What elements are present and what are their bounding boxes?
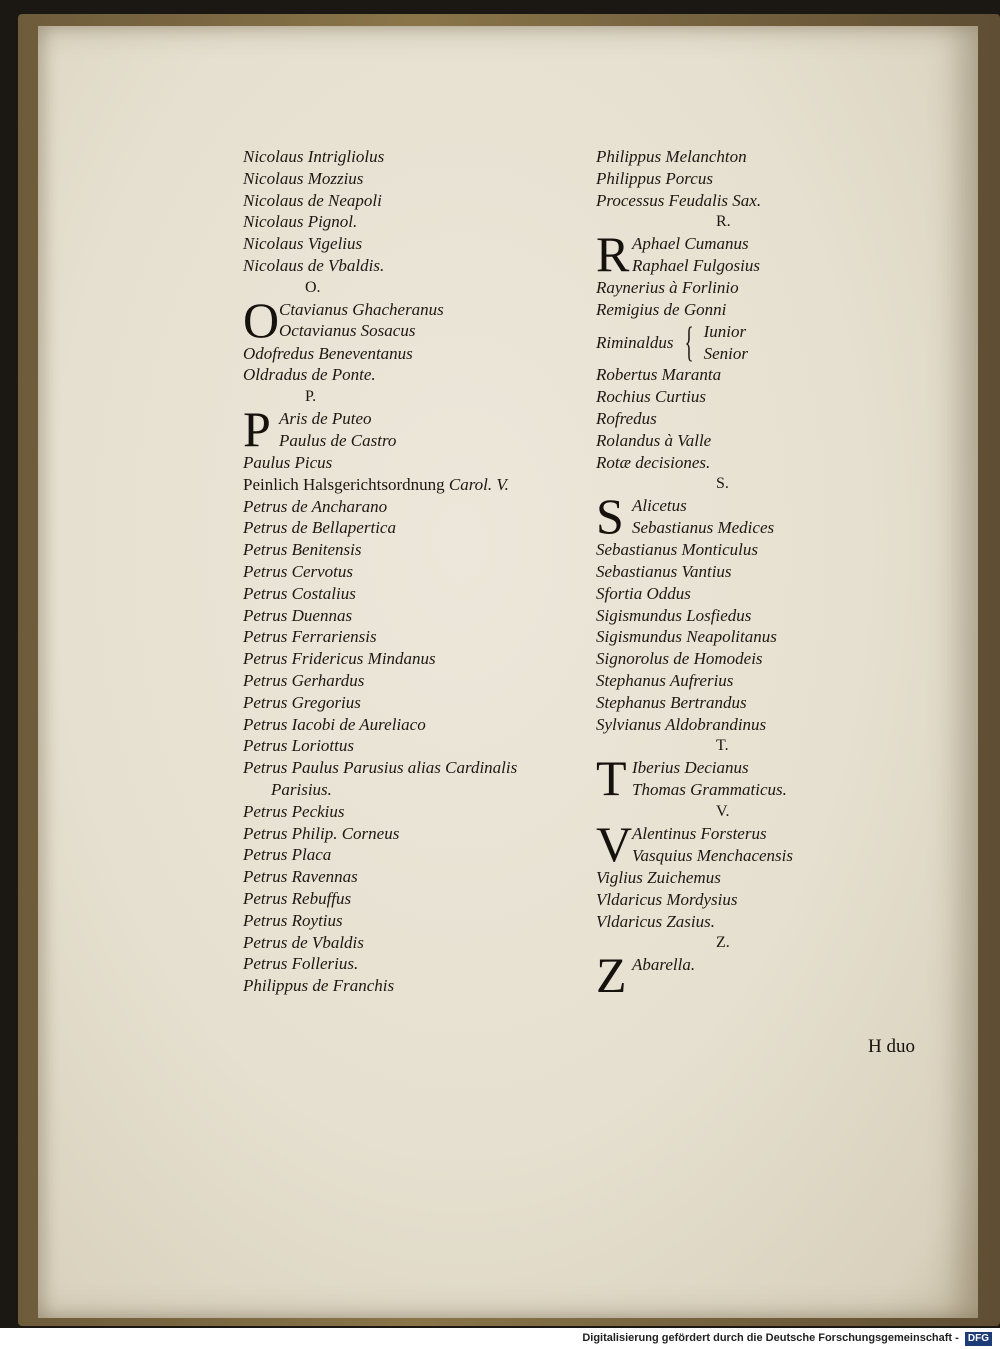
catchword: H duo bbox=[868, 1036, 915, 1057]
index-entry: Nicolaus Mozzius bbox=[243, 168, 364, 188]
index-entry: Raynerius à Forlinio bbox=[596, 278, 739, 298]
initial-block bbox=[596, 823, 896, 867]
brace-option: Senior bbox=[703, 343, 749, 363]
digitization-footer bbox=[0, 1328, 1000, 1349]
index-entry: Petrus Duennas bbox=[243, 605, 353, 625]
section-letter-heading: V. bbox=[716, 803, 730, 821]
index-entry: Petrus Placa bbox=[243, 845, 332, 865]
index-entry: Petrus Loriottus bbox=[243, 736, 354, 756]
index-entry: Alicetus bbox=[632, 496, 687, 516]
index-entry: Petrus Paulus Parusius alias Cardinalis bbox=[243, 758, 518, 778]
index-entry-braced bbox=[596, 321, 896, 365]
index-entry: Petrus Peckius bbox=[243, 801, 345, 821]
index-entry: Petrus Ferrariensis bbox=[243, 627, 377, 647]
initial-block bbox=[596, 757, 896, 801]
index-entry: Petrus de Ancharano bbox=[243, 496, 388, 516]
index-entry: Petrus Rebuffus bbox=[243, 888, 352, 908]
index-entry: Processus Feudalis Sax. bbox=[596, 190, 762, 210]
index-entry: Parisius. bbox=[271, 779, 332, 799]
index-entry: Petrus de Bellapertica bbox=[243, 518, 396, 538]
index-entry: Sylvianus Aldobrandinus bbox=[596, 714, 767, 734]
drop-cap: V bbox=[596, 822, 633, 867]
drop-cap: T bbox=[596, 757, 627, 802]
index-entry: Aris de Puteo bbox=[279, 408, 372, 428]
entry-name: Riminaldus bbox=[596, 332, 674, 352]
index-entry: Paulus Picus bbox=[243, 452, 333, 472]
index-entry: Petrus Philip. Corneus bbox=[243, 823, 400, 843]
index-entry: Petrus Ravennas bbox=[243, 867, 358, 887]
index-entry: Nicolaus Pignol. bbox=[243, 212, 358, 232]
index-entry: Rofredus bbox=[596, 408, 657, 428]
index-entry: Nicolaus Intrigliolus bbox=[243, 147, 385, 166]
section-letter-heading: R. bbox=[716, 213, 731, 231]
index-entry: Octavianus Sosacus bbox=[279, 321, 416, 341]
section-letter-heading: O. bbox=[305, 278, 321, 296]
index-entry: Vldaricus Mordysius bbox=[596, 889, 738, 909]
index-entry: Petrus Benitensis bbox=[243, 540, 362, 560]
brace-symbol: { bbox=[685, 319, 695, 366]
index-entry: Philippus Melanchton bbox=[596, 147, 747, 166]
drop-cap: P bbox=[243, 407, 271, 452]
index-entry: Stephanus Bertrandus bbox=[596, 692, 747, 712]
brace-options bbox=[704, 321, 748, 365]
index-entry: Oldradus de Ponte. bbox=[243, 365, 376, 385]
initial-block bbox=[596, 495, 896, 539]
index-entry: Iberius Decianus bbox=[632, 758, 749, 778]
drop-cap: Z bbox=[596, 954, 627, 995]
footer-text: Digitalisierung gefördert durch die Deutsche Forschungsgemeinschaft - bbox=[582, 1332, 959, 1344]
index-entry: Viglius Zuichemus bbox=[596, 867, 721, 887]
index-entry: Stephanus Aufrerius bbox=[596, 670, 734, 690]
index-entry: Sfortia Oddus bbox=[596, 583, 691, 603]
section-letter-heading: Z. bbox=[716, 934, 730, 952]
index-entry: Petrus de Vbaldis bbox=[243, 932, 364, 952]
index-entry: Philippus Porcus bbox=[596, 168, 713, 188]
section-letter-heading: P. bbox=[305, 388, 317, 406]
section-letter-heading: S. bbox=[716, 475, 729, 493]
index-entry: Odofredus Beneventanus bbox=[243, 343, 413, 363]
index-entry: Raphael Fulgosius bbox=[632, 255, 760, 275]
brace-option: Iunior bbox=[703, 321, 747, 341]
index-entry: Remigius de Gonni bbox=[596, 299, 727, 319]
index-entry: Nicolaus de Vbaldis. bbox=[243, 255, 385, 275]
index-entry: Petrus Cervotus bbox=[243, 561, 354, 581]
initial-block bbox=[243, 408, 583, 452]
index-entry: Nicolaus Vigelius bbox=[243, 234, 363, 254]
drop-cap: R bbox=[596, 233, 630, 278]
index-entry: Robertus Maranta bbox=[596, 365, 722, 385]
index-entry: Vasquius Menchacensis bbox=[632, 845, 794, 865]
index-entry: Petrus Fridericus Mindanus bbox=[243, 649, 436, 669]
dfg-logo: DFG bbox=[965, 1332, 992, 1346]
index-entry: Signorolus de Homodeis bbox=[596, 649, 763, 669]
right-column bbox=[596, 146, 896, 994]
left-column bbox=[243, 146, 583, 997]
drop-cap: O bbox=[243, 298, 280, 343]
index-entry: Vldaricus Zasius. bbox=[596, 911, 716, 931]
index-entry: Petrus Costalius bbox=[243, 583, 356, 603]
index-entry: Rochius Curtius bbox=[596, 387, 707, 407]
index-entry: Alentinus Forsterus bbox=[632, 823, 767, 843]
index-entry: Sigismundus Losfiedus bbox=[596, 605, 752, 625]
initial-block bbox=[596, 233, 896, 277]
index-entry: Rotæ decisiones. bbox=[596, 452, 711, 472]
index-entry bbox=[243, 474, 583, 496]
index-entry: Petrus Gregorius bbox=[243, 692, 361, 712]
initial-block bbox=[596, 954, 896, 994]
entry-upright-text: Peinlich Halsgerichtsordnung bbox=[243, 474, 449, 494]
section-letter-heading: T. bbox=[716, 737, 729, 755]
entry-italic-text: Carol. V. bbox=[448, 474, 509, 494]
index-entry: Rolandus à Valle bbox=[596, 430, 712, 450]
index-entry: Sebastianus Vantius bbox=[596, 561, 732, 581]
index-entry: Sebastianus Monticulus bbox=[596, 540, 758, 560]
drop-cap: S bbox=[596, 495, 624, 540]
index-entry: Nicolaus de Neapoli bbox=[243, 190, 382, 210]
index-entry: Abarella. bbox=[632, 955, 696, 975]
index-entry: Petrus Gerhardus bbox=[243, 670, 365, 690]
index-entry: Petrus Iacobi de Aureliaco bbox=[243, 714, 426, 734]
index-entry: Ctavianus Ghacheranus bbox=[279, 299, 444, 319]
index-entry: Sebastianus Medices bbox=[632, 517, 775, 537]
initial-block bbox=[243, 299, 583, 343]
index-entry: Sigismundus Neapolitanus bbox=[596, 627, 777, 647]
index-entry: Petrus Roytius bbox=[243, 910, 343, 930]
index-entry: Philippus de Franchis bbox=[243, 976, 395, 996]
index-entry: Thomas Grammaticus. bbox=[632, 779, 787, 799]
index-entry: Paulus de Castro bbox=[279, 430, 397, 450]
index-entry: Petrus Follerius. bbox=[243, 954, 359, 974]
index-entry: Aphael Cumanus bbox=[632, 234, 749, 254]
